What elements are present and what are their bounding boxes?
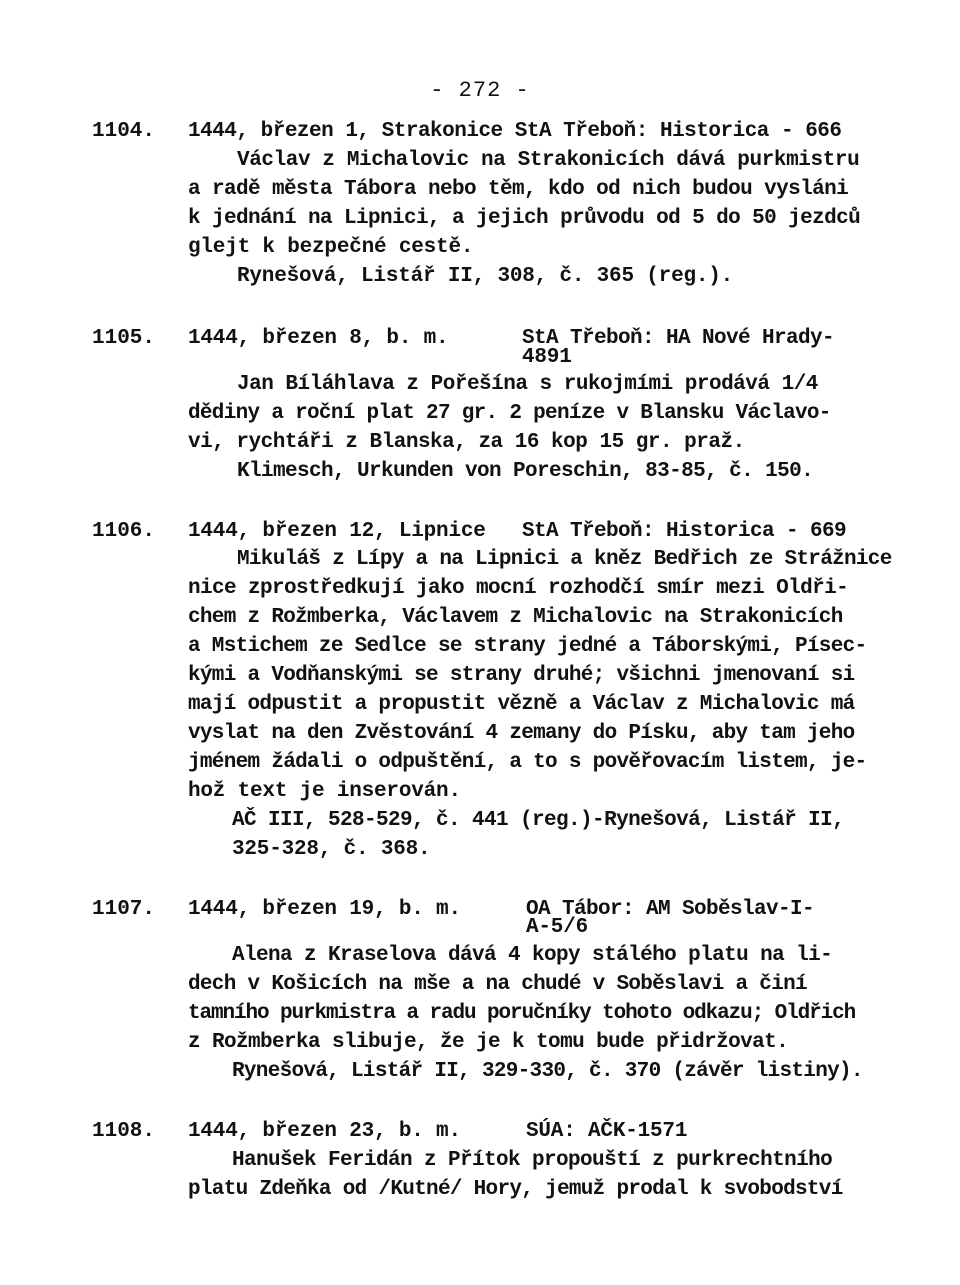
entry-text-line: chem z Rožmberka, Václavem z Michalovic na Strakonicích <box>188 606 843 629</box>
entry-archive: OA Tábor: AM Soběslav-I- <box>526 898 815 921</box>
entry-archive: StA Třeboň: Historica - 669 <box>522 520 847 543</box>
entry-header: 1444, březen 19, b. m. <box>188 898 461 921</box>
entry-text-line: k jednání na Lipnici, a jejich průvodu od 5 do 50 jezdců <box>188 207 861 230</box>
entry-text-line: dědiny a roční plat 27 gr. 2 peníze v Blansku Václavo- <box>188 402 831 425</box>
entry-archive: 4891 <box>522 346 572 369</box>
entry-text-line: Hanušek Feridán z Přítok propouští z purkrechtního <box>232 1149 833 1172</box>
entry-text-line: a Mstichem ze Sedlce se strany jedné a Táborskými, Písec- <box>188 635 867 658</box>
entry-text-line: mají odpustit a propustit vězně a Václav z Michalovic má <box>188 693 855 716</box>
page-number: - 272 - <box>430 78 530 103</box>
entry-text-line: tamního purkmistra a radu poručníky tohoto odkazu; Oldřich <box>188 1002 856 1025</box>
entry-header: 1444, březen 23, b. m. <box>188 1120 461 1143</box>
entry-text-line: dech v Košicích na mše a na chudé v Soběslavi a činí <box>188 973 807 996</box>
entry-number: 1105. <box>92 327 156 350</box>
entry-text-line: z Rožmberka slibuje, že je k tomu bude přidržovat. <box>188 1031 789 1054</box>
entry-text-line: Jan Bíláhlava z Pořešína s rukojmími prodává 1/4 <box>237 373 818 396</box>
entry-text-line: Alena z Kraselova dává 4 kopy stálého platu na li- <box>232 944 833 967</box>
entry-text-line: platu Zdeňka od /Kutné/ Hory, jemuž prodal k svobodství <box>188 1178 843 1201</box>
entry-number: 1108. <box>92 1120 156 1143</box>
entry-reference: Rynešová, Listář II, 329-330, č. 370 (závěr listiny). <box>232 1060 863 1083</box>
entry-reference: Rynešová, Listář II, 308, č. 365 (reg.). <box>237 265 734 288</box>
entry-number: 1107. <box>92 898 156 921</box>
entry-header: 1444, březen 8, b. m. <box>188 327 449 350</box>
entry-text-line: glejt k bezpečné cestě. <box>188 236 474 259</box>
entry-header: 1444, březen 1, Strakonice StA Třeboň: Historica - 666 <box>188 120 842 143</box>
entry-text-line: jménem žádali o odpuštění, a to s pověřovacím listem, je- <box>188 751 867 774</box>
entry-text-line: kými a Vodňanskými se strany druhé; všichni jmenovaní si <box>188 664 855 687</box>
entry-number: 1106. <box>92 520 156 543</box>
entry-archive: StA Třeboň: HA Nové Hrady- <box>522 327 835 350</box>
entry-reference: Klimesch, Urkunden von Poreschin, 83-85, č. 150. <box>237 460 814 483</box>
entry-reference: 325-328, č. 368. <box>232 838 431 861</box>
entry-archive: A-5/6 <box>526 916 589 939</box>
entry-text-line: Václav z Michalovic na Strakonicích dává purkmistru <box>237 149 860 172</box>
entry-text-line: hož text je inserován. <box>188 780 461 803</box>
entry-text-line: vyslat na den Zvěstování 4 zemany do Písku, aby tam jeho <box>188 722 855 745</box>
entry-reference: AČ III, 528-529, č. 441 (reg.)-Rynešová, Listář II, <box>232 809 845 832</box>
entry-number: 1104. <box>92 120 156 143</box>
entry-archive: SÚA: AČK-1571 <box>526 1120 688 1143</box>
entry-text-line: a radě města Tábora nebo těm, kdo od nich budou vysláni <box>188 178 849 201</box>
entry-text-line: vi, rychtáři z Blanska, za 16 kop 15 gr. praž. <box>188 431 745 454</box>
entry-header: 1444, březen 12, Lipnice <box>188 520 486 543</box>
entry-text-line: Mikuláš z Lípy a na Lipnici a kněz Bedřich ze Strážnice <box>237 548 892 571</box>
entry-text-line: nice zprostředkují jako mocní rozhodčí smír mezi Oldři- <box>188 577 849 600</box>
